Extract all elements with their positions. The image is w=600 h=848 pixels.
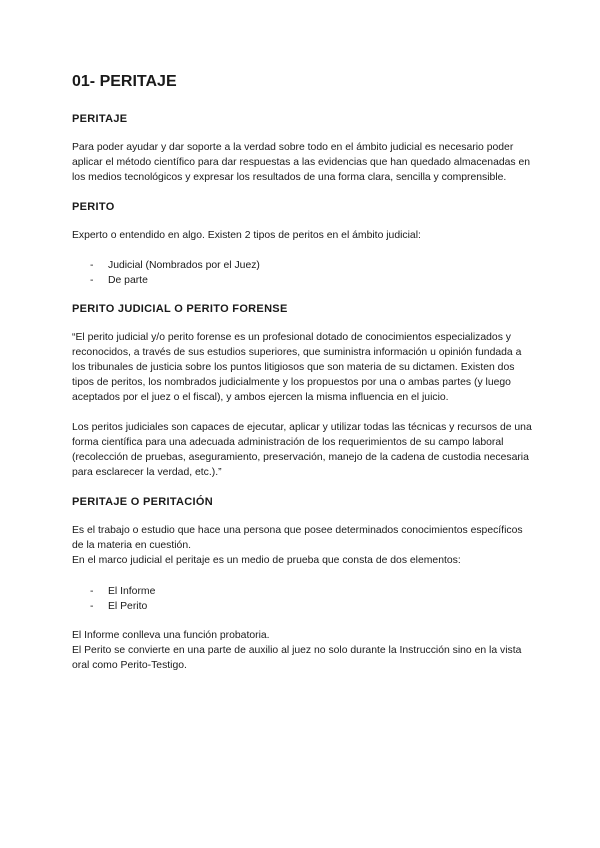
list-item [72,258,532,273]
section-heading: PERITAJE O PERITACIÓN [72,496,213,508]
paragraph: Es el trabajo o estudio que hace una persona que posee determinados conocimientos específicos de la materia en cuestión. [72,525,523,551]
list-item [72,599,532,614]
list-item [72,273,532,288]
paragraph: “El perito judicial y/o perito forense es un profesional dotado de conocimientos especializados y reconocidos, a través de sus estudios superiores, que suministra información u opinión fundada a los tribunales de justicia sobre los puntos litigiosos que son materia de su dictamen. Existen dos tipos de peritos, los nombrados judicialmente y los propuestos por una o ambas partes (y luego aceptados por el juez o el fiscal), y ambos ejercen la misma influencia en el juicio. [72,332,522,403]
list-item-text: El Informe [108,586,156,597]
section-heading: PERITAJE [72,113,128,125]
section-heading: PERITO JUDICIAL O PERITO FORENSE [72,303,288,315]
list-item [72,584,532,599]
paragraph: Los peritos judiciales son capaces de ejecutar, aplicar y utilizar todas las técnicas y recursos de una forma científica para una adecuada administración de los requerimientos de su campo laboral (recolección de pruebas, aseguramiento, preservación, manejo de la cadena de custodia necesaria para esclarecer la verdad, etc.).” [72,422,532,478]
document-page [72,72,532,688]
paragraph: En el marco judicial el peritaje es un medio de prueba que consta de dos elementos: [72,555,461,566]
bullet-list [72,584,532,614]
paragraph: Para poder ayudar y dar soporte a la verdad sobre todo en el ámbito judicial es necesario poder aplicar el método científico para dar respuestas a las evidencias que han quedado almacenadas en los medios tecnológicos y expresar los resultados de una forma clara, sencilla y comprensible. [72,142,531,183]
section-perito [72,200,532,288]
section-peritacion [72,495,532,673]
paragraph: Experto o entendido en algo. Existen 2 tipos de peritos en el ámbito judicial: [72,230,421,241]
list-item-text: De parte [108,275,148,286]
dash-marker: - [90,275,94,286]
list-item-text: Judicial (Nombrados por el Juez) [108,260,260,271]
paragraph: El Perito se convierte en una parte de auxilio al juez no solo durante la Instrucción sino en la vista oral como Perito-Testigo. [72,645,522,671]
document-title: 01- PERITAJE [72,73,177,90]
dash-marker: - [90,586,94,597]
section-peritaje [72,112,532,185]
paragraph: El Informe conlleva una función probatoria. [72,630,270,641]
dash-marker: - [90,601,94,612]
section-perito-judicial [72,302,532,480]
bullet-list [72,258,532,288]
section-heading: PERITO [72,201,115,213]
dash-marker: - [90,260,94,271]
list-item-text: El Perito [108,601,148,612]
